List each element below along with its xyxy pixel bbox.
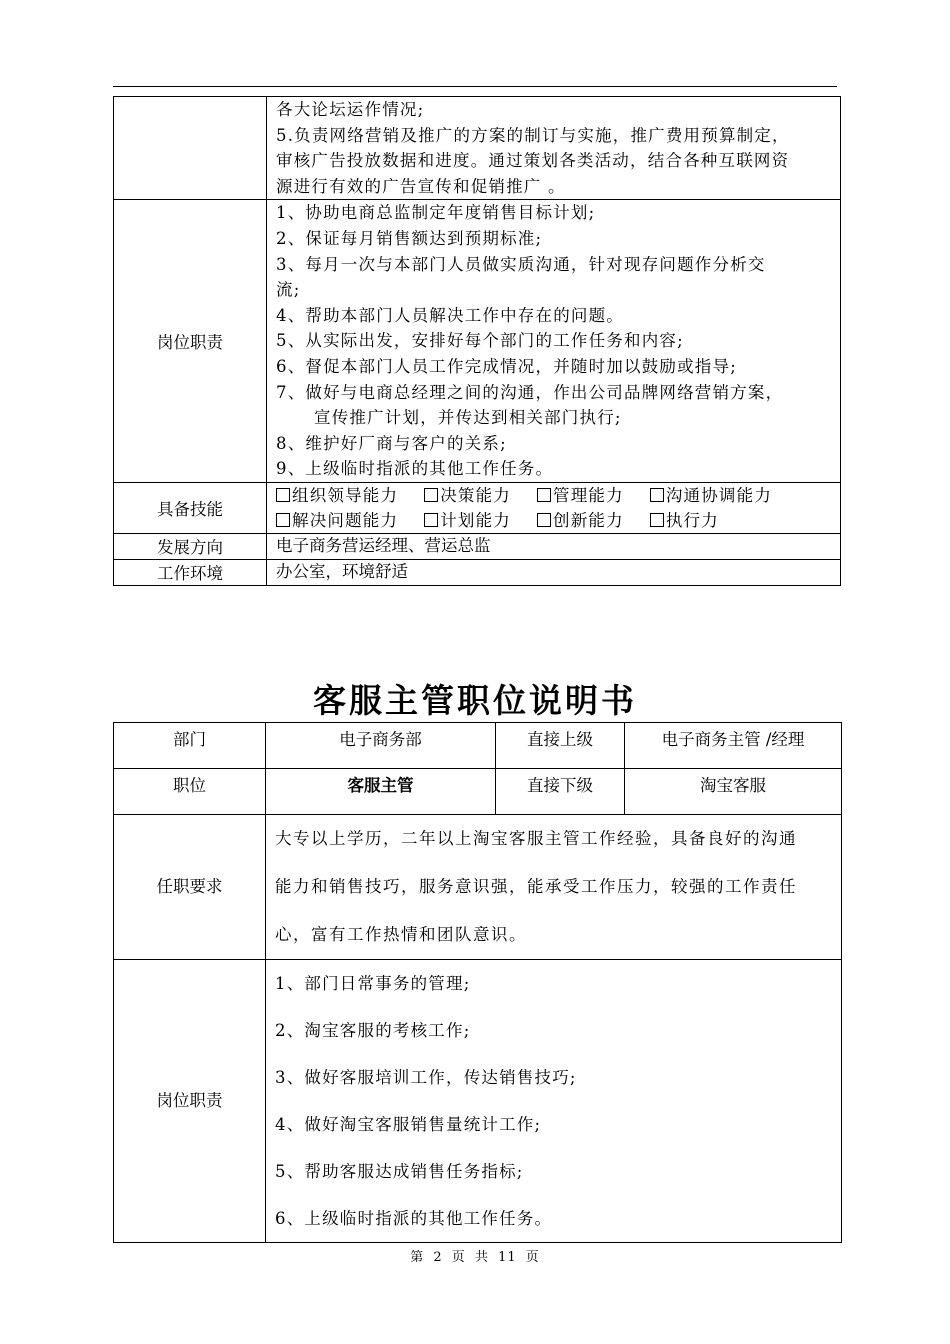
text-line: 各大论坛运作情况; [276, 100, 425, 119]
duty-line: 1、协助电商总监制定年度销售目标计划; [276, 203, 596, 223]
environment-value: 办公室，环境舒适 [267, 559, 841, 585]
duty-line: 流; [276, 280, 301, 300]
skills-label: 具备技能 [114, 482, 267, 533]
table-row [114, 723, 842, 769]
duty-line: 1、部门日常事务的管理; [275, 974, 471, 993]
duties-label: 岗位职责 [114, 960, 266, 1243]
skill-option[interactable] [537, 483, 624, 508]
page-footer [0, 1246, 950, 1265]
duty-line: 9、上级临时指派的其他工作任务。 [276, 459, 554, 479]
position-label: 职位 [114, 769, 266, 815]
footer-text: 共 [474, 1250, 489, 1265]
requirement-line: 能力和销售技巧，服务意识强，能承受工作压力，较强的工作责任 [275, 877, 797, 896]
table-row [114, 960, 842, 1243]
dept-value: 电子商务部 [266, 723, 496, 769]
checkbox-icon [424, 488, 438, 502]
text-line: 源进行有效的广告宣传和促销推广 。 [276, 176, 566, 196]
subordinate-value: 淘宝客服 [625, 769, 842, 815]
checkbox-icon [650, 513, 664, 527]
skill-label: 决策能力 [440, 485, 512, 505]
duty-line: 3、每月一次与本部门人员做实质沟通，针对现存问题作分析交 [276, 254, 766, 274]
skills-content-cell [267, 482, 841, 533]
skill-option[interactable] [537, 508, 624, 533]
checkbox-icon [276, 488, 290, 502]
superior-value: 电子商务主管 /经理 [625, 723, 842, 769]
skill-label: 沟通协调能力 [665, 485, 773, 505]
dept-label: 部门 [114, 723, 266, 769]
footer-total-pages: 11 [498, 1250, 517, 1265]
environment-label: 工作环境 [114, 559, 267, 585]
requirement-line: 大专以上学历，二年以上淘宝客服主管工作经验，具备良好的沟通 [275, 829, 797, 848]
table-row [114, 533, 841, 559]
skill-option[interactable] [650, 508, 719, 533]
skill-label: 管理能力 [553, 485, 624, 505]
text-line: 审核广告投放数据和进度。通过策划各类活动，结合各种互联网资 [276, 151, 790, 171]
duties-content-cell [266, 960, 842, 1243]
footer-prefix: 第 [410, 1250, 425, 1265]
skill-label: 创新能力 [553, 510, 624, 530]
duty-line: 6、上级临时指派的其他工作任务。 [275, 1209, 553, 1228]
duty-line: 5、从实际出发，安排好每个部门的工作任务和内容; [276, 331, 684, 351]
duty-line: 7、做好与电商总经理之间的沟通，作出公司品牌网络营销方案， [276, 382, 784, 402]
skill-option[interactable] [424, 483, 511, 508]
skill-option[interactable] [650, 483, 772, 508]
skill-label: 解决问题能力 [292, 510, 399, 530]
checkbox-icon [537, 488, 551, 502]
duty-line: 4、做好淘宝客服销售量统计工作; [275, 1115, 542, 1134]
footer-text: 页 [451, 1250, 466, 1265]
duty-line: 4、帮助本部门人员解决工作中存在的问题。 [276, 305, 624, 325]
table-row [114, 200, 841, 483]
duty-line: 6、督促本部门人员工作完成情况，并随时加以鼓励或指导; [276, 356, 737, 376]
checkbox-icon [537, 513, 551, 527]
table-row [114, 769, 842, 815]
footer-page-number: 2 [433, 1250, 443, 1265]
skill-label: 执行力 [665, 510, 719, 530]
duty-line: 宣传推广计划，并传达到相关部门执行; [314, 408, 622, 428]
duty-line: 2、保证每月销售额达到预期标准; [276, 228, 543, 248]
skill-option[interactable] [276, 483, 398, 508]
skill-label: 组织领导能力 [292, 485, 399, 505]
text-line: 5.负责网络营销及推广的方案的制订与实施，推广费用预算制定， [276, 125, 790, 145]
duty-line: 5、帮助客服达成销售任务指标; [275, 1162, 524, 1181]
skill-option[interactable] [424, 508, 511, 533]
duty-line: 8、维护好厂商与客户的关系; [276, 433, 507, 453]
continued-content-cell [267, 97, 841, 200]
table-row [114, 559, 841, 585]
job-spec-table [113, 722, 842, 1243]
skill-option[interactable] [276, 508, 398, 533]
requirement-line: 心，富有工作热情和团队意识。 [275, 925, 527, 944]
position-value: 客服主管 [266, 769, 496, 815]
table-row [114, 482, 841, 533]
job-spec-table-continued [113, 96, 841, 586]
duties-content-cell [267, 200, 841, 483]
table-row [114, 815, 842, 960]
duty-line: 3、做好客服培训工作，传达销售技巧; [275, 1068, 577, 1087]
duty-line: 2、淘宝客服的考核工作; [275, 1021, 471, 1040]
empty-label-cell [114, 97, 267, 200]
skill-label: 计划能力 [440, 510, 512, 530]
checkbox-icon [276, 513, 290, 527]
duties-label: 岗位职责 [114, 200, 267, 483]
checkbox-icon [650, 488, 664, 502]
skills-line [276, 508, 832, 533]
footer-suffix: 页 [525, 1250, 540, 1265]
checkbox-icon [424, 513, 438, 527]
subordinate-label: 直接下级 [496, 769, 625, 815]
development-label: 发展方向 [114, 533, 267, 559]
header-rule [113, 86, 837, 87]
page-title: 客服主管职位说明书 [313, 681, 637, 720]
development-value: 电子商务营运经理、营运总监 [267, 533, 841, 559]
skills-line [276, 483, 832, 508]
table-row [114, 97, 841, 200]
superior-label: 直接上级 [496, 723, 625, 769]
requirements-label: 任职要求 [114, 815, 266, 960]
requirements-content-cell [266, 815, 842, 960]
